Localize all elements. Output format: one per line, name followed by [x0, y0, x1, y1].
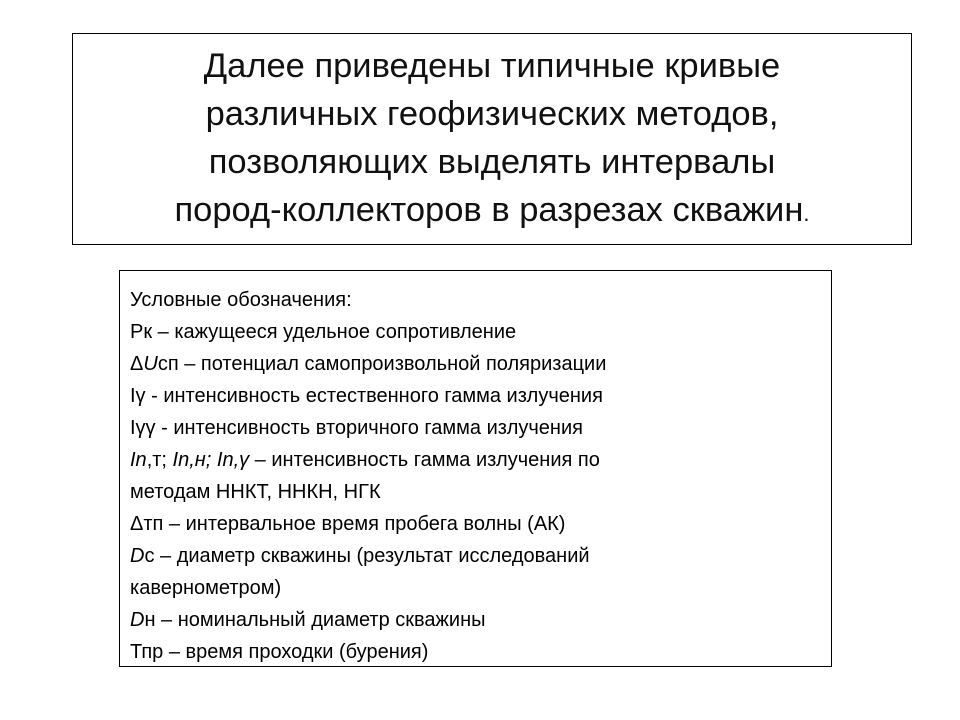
title-line-text: пород-коллекторов в разрезах скважин — [174, 191, 804, 229]
legend-symbol: Iγ — [130, 385, 146, 407]
legend-text: – время проходки (бурения) — [163, 641, 429, 663]
legend-symbol-separator: ,т; — [146, 449, 173, 471]
legend-item-delta-t — [130, 508, 831, 540]
legend-item-i-gamma-gamma — [130, 412, 831, 444]
legend-item-rk — [130, 316, 831, 348]
title-line: позволяющих выделять интервалы — [208, 143, 776, 181]
legend-box — [119, 270, 832, 667]
legend-symbol: Рк — [130, 321, 153, 343]
legend-symbol: Δтп — [130, 513, 164, 535]
legend-text: - интенсивность естественного гамма излучения — [145, 385, 603, 407]
legend-symbol-italic: U — [143, 353, 158, 375]
legend-symbol-suffix: сп — [157, 353, 179, 375]
legend-symbol-suffix: с — [144, 545, 155, 567]
legend-symbol-suffix: н — [144, 609, 156, 631]
legend-item-dc — [130, 540, 831, 572]
legend-item-tpr — [130, 636, 831, 668]
legend-symbol-prefix: Δ — [130, 353, 144, 375]
legend-text: - интенсивность вторичного гамма излучения — [155, 417, 583, 439]
legend-text: – кажущееся удельное сопротивление — [152, 321, 517, 343]
legend-heading: Условные обозначения: — [130, 289, 352, 311]
legend-item-dn — [130, 604, 831, 636]
legend-symbol: Тпр — [130, 641, 164, 663]
legend-symbol: Iγγ — [130, 417, 156, 439]
legend-item-usp — [130, 348, 831, 380]
legend-item-i-gamma — [130, 380, 831, 412]
legend-symbol-italic: D — [130, 609, 145, 631]
legend-item-dc-cont: кавернометром) — [130, 577, 282, 599]
legend-text: – диаметр скважины (результат исследований — [154, 545, 590, 567]
intro-title-box — [72, 33, 912, 245]
legend-symbol-italic: In — [130, 449, 147, 471]
legend-text: – потенциал самопроизвольной поляризации — [178, 353, 607, 375]
title-period: . — [803, 201, 810, 226]
legend-item-neutron-cont: методам ННКТ, ННКН, НГК — [130, 481, 381, 503]
legend-symbol-italic: D — [130, 545, 145, 567]
title-line: Далее приведены типичные кривые — [203, 47, 781, 85]
legend-text: – номинальный диаметр скважины — [155, 609, 486, 631]
legend-item-neutron — [130, 444, 831, 476]
legend-text: – интервальное время пробега волны (АК) — [163, 513, 566, 535]
title-line: различных геофизических методов, — [205, 95, 779, 133]
legend-symbol-italic: In,н; In,γ — [172, 449, 250, 471]
title-line — [73, 186, 911, 238]
intro-title — [73, 40, 911, 238]
legend-text: – интенсивность гамма излучения по — [249, 449, 600, 471]
